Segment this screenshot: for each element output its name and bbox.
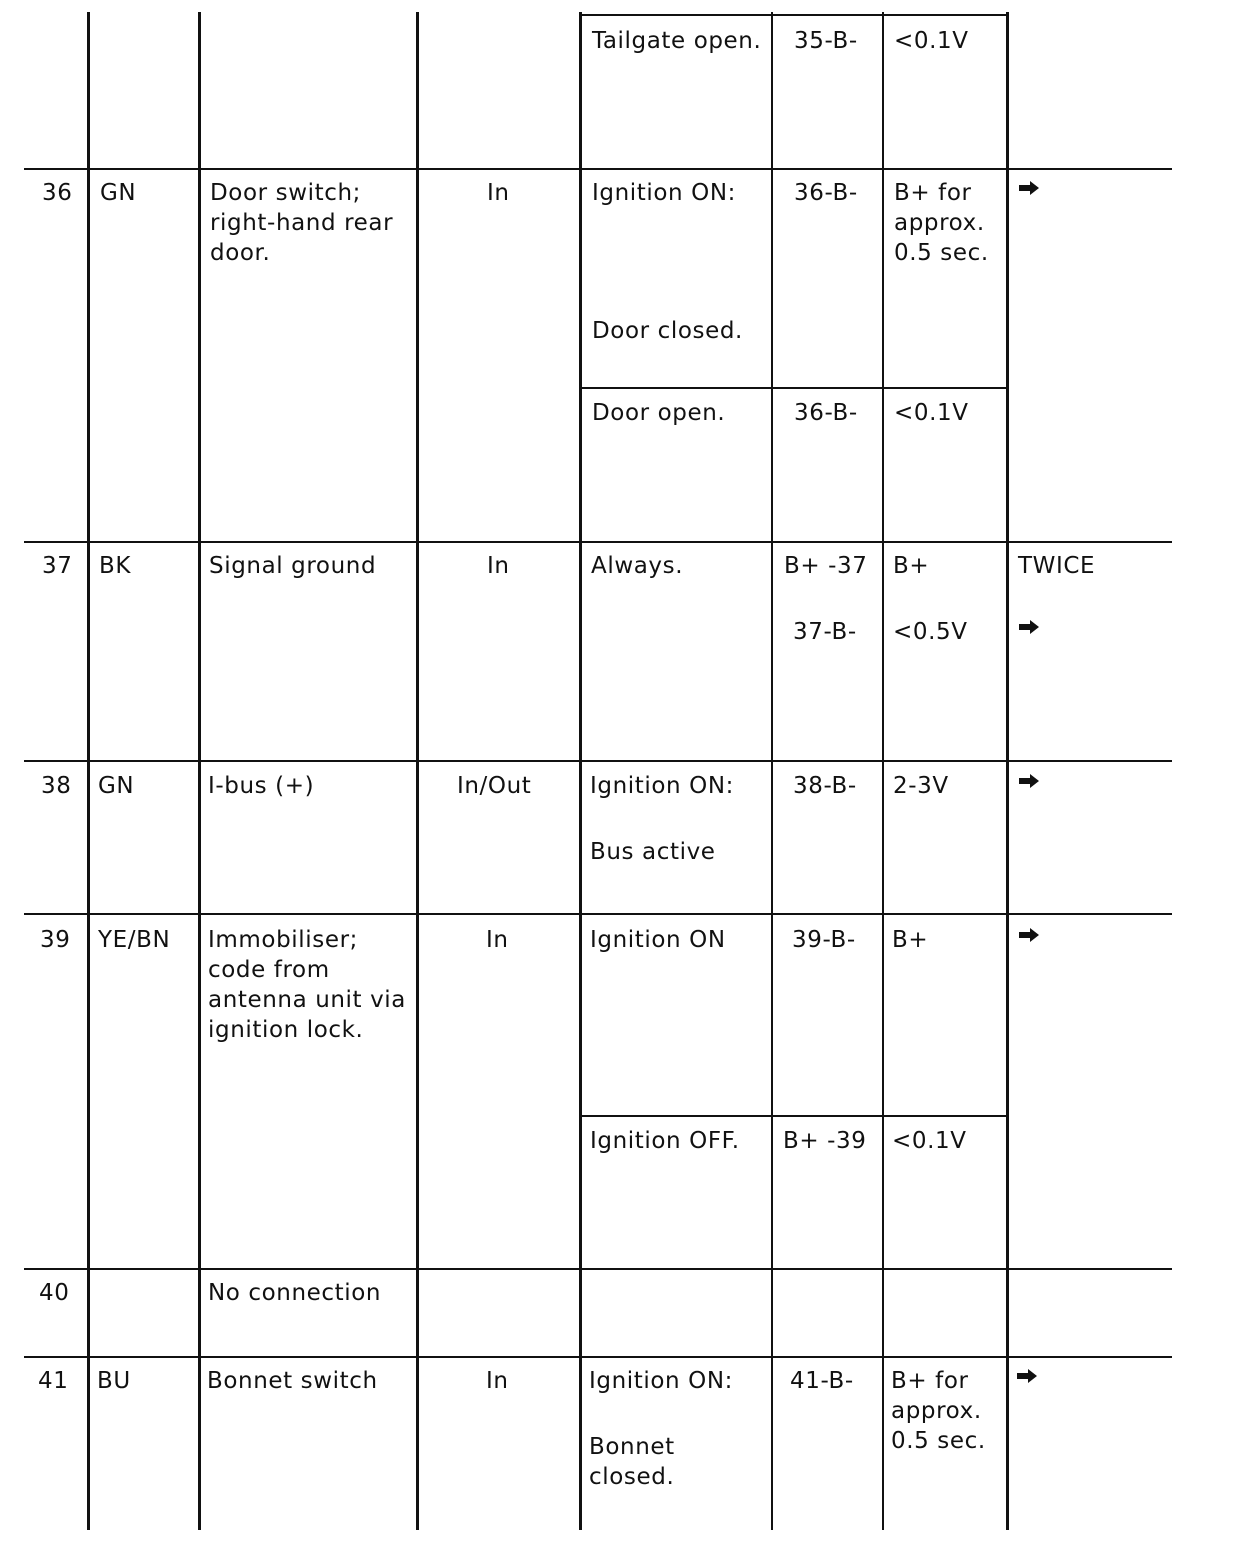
test-condition: Door closed. <box>592 318 743 344</box>
col-line <box>771 12 773 1530</box>
nominal-value: B+ for approx. 0.5 sec. <box>891 1368 986 1454</box>
arrow-right-icon <box>1016 1368 1038 1384</box>
row-line <box>579 14 1009 16</box>
measure-point: 35-B- <box>794 28 858 54</box>
test-condition: Ignition OFF. <box>590 1128 740 1154</box>
pin-number: 37 <box>42 553 73 579</box>
pin-description: Door switch; right-hand rear door. <box>210 180 394 266</box>
col-line <box>87 12 90 1530</box>
wire-color: YE/BN <box>98 927 171 953</box>
measure-point: 36-B- <box>794 400 858 426</box>
col-line <box>1006 12 1009 1530</box>
col-line <box>416 12 419 1530</box>
test-condition: Tailgate open. <box>592 28 762 54</box>
nominal-value: 2-3V <box>893 773 949 799</box>
measure-point: 38-B- <box>793 773 857 799</box>
nominal-value: <0.1V <box>894 400 969 426</box>
pin-description: I-bus (+) <box>208 773 315 799</box>
measure-point: B+ -39 <box>783 1128 867 1154</box>
wire-color: BU <box>97 1368 131 1394</box>
measure-point: 41-B- <box>790 1368 854 1394</box>
measure-point: 39-B- <box>792 927 856 953</box>
nominal-value: B+ <box>892 927 929 953</box>
test-condition: Ignition ON: <box>590 773 734 799</box>
arrow-right-icon <box>1018 773 1040 789</box>
pin-description: Signal ground <box>209 553 377 579</box>
wire-color: GN <box>100 180 137 206</box>
measure-point: 36-B- <box>794 180 858 206</box>
test-condition: Always. <box>591 553 684 579</box>
nominal-value: B+ for approx. 0.5 sec. <box>894 180 989 266</box>
arrow-right-icon <box>1018 927 1040 943</box>
measure-point: B+ -37 <box>784 553 868 579</box>
test-condition: Ignition ON: <box>592 180 736 206</box>
col-line <box>882 12 884 1530</box>
row-line <box>579 1115 1009 1117</box>
wire-color: GN <box>98 773 135 799</box>
test-condition: Bonnet closed. <box>589 1434 675 1490</box>
nominal-value: <0.1V <box>892 1128 967 1154</box>
pin-description: Bonnet switch <box>207 1368 378 1394</box>
test-condition: Ignition ON: <box>589 1368 733 1394</box>
row-line <box>24 760 1172 762</box>
pin-number: 40 <box>39 1280 70 1306</box>
row-line <box>24 1268 1172 1270</box>
measure-point: 37-B- <box>793 619 857 645</box>
pin-description: No connection <box>208 1280 382 1306</box>
pin-number: 39 <box>40 927 71 953</box>
row-line <box>579 387 1009 389</box>
row-line <box>24 168 1172 170</box>
wire-color: BK <box>99 553 132 579</box>
col-line <box>579 12 582 1530</box>
signal-direction: In/Out <box>457 773 532 799</box>
nominal-value: <0.1V <box>894 28 969 54</box>
pin-number: 41 <box>38 1368 69 1394</box>
arrow-right-icon <box>1018 619 1040 635</box>
test-condition: Ignition ON <box>590 927 726 953</box>
pin-number: 36 <box>42 180 73 206</box>
nominal-value: B+ <box>893 553 930 579</box>
row-line <box>24 1356 1172 1358</box>
signal-direction: In <box>487 180 510 206</box>
signal-direction: In <box>486 1368 509 1394</box>
note-text: TWICE <box>1018 553 1096 579</box>
row-line <box>24 541 1172 543</box>
signal-direction: In <box>486 927 509 953</box>
test-condition: Bus active <box>590 839 716 865</box>
signal-direction: In <box>487 553 510 579</box>
nominal-value: <0.5V <box>893 619 968 645</box>
col-line <box>198 12 201 1530</box>
arrow-right-icon <box>1018 180 1040 196</box>
pin-description: Immobiliser; code from antenna unit via ignition lock. <box>208 927 406 1043</box>
pin-number: 38 <box>41 773 72 799</box>
row-line <box>24 913 1172 915</box>
test-condition: Door open. <box>592 400 726 426</box>
